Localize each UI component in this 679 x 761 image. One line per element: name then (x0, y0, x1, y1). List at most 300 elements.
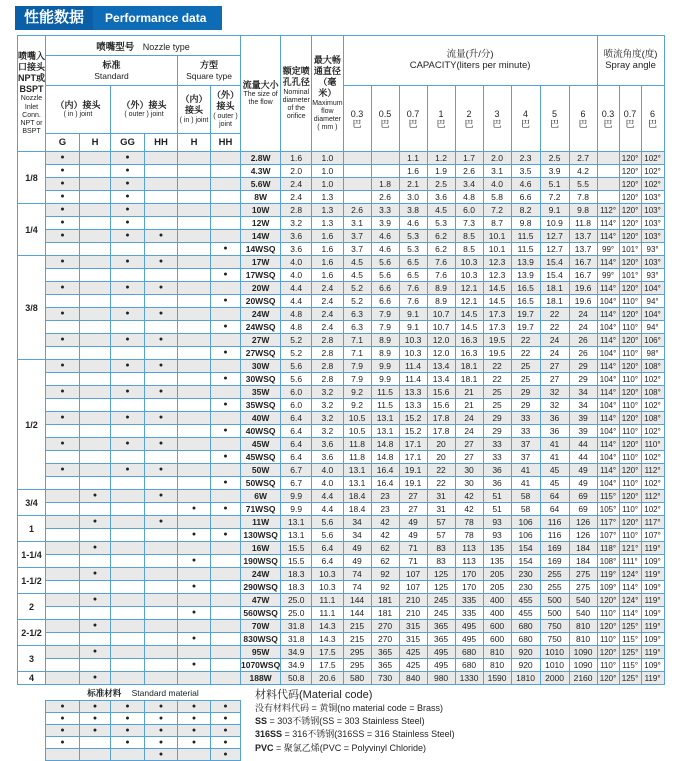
capacity-cell: 10.7 (427, 308, 455, 321)
material-dot-cell: ● (211, 749, 241, 761)
capacity-cell: 34 (569, 386, 597, 399)
table-row (18, 542, 665, 555)
legend-item-ss: SS = 303不锈钢(SS = 303 Stainless Steel) (255, 716, 425, 727)
capacity-cell: 17.1 (399, 438, 427, 451)
orifice-diameter-cell: 9.9 (281, 503, 312, 516)
empty-dot-cell (80, 581, 111, 594)
capacity-cell: 107 (399, 581, 427, 594)
empty-dot-cell (80, 360, 111, 373)
empty-dot-cell (211, 464, 241, 477)
capacity-cell: 3.8 (399, 204, 427, 217)
capacity-cell: 365 (427, 633, 455, 646)
capacity-cell: 20 (427, 438, 455, 451)
capacity-cell: 400 (483, 607, 511, 620)
empty-dot-cell (111, 425, 145, 438)
material-dot-cell: ● (46, 725, 80, 737)
capacity-cell: 13.7 (569, 243, 597, 256)
availability-dot-cell: ● (178, 607, 211, 620)
availability-dot-cell: ● (145, 308, 178, 321)
empty-dot-cell (80, 386, 111, 399)
empty-dot-cell (178, 477, 211, 490)
empty-dot-cell (178, 347, 211, 360)
capacity-cell: 83 (427, 555, 455, 568)
spray-angle-cell: 110° (597, 659, 619, 672)
empty-dot-cell (111, 477, 145, 490)
capacity-cell: 12.0 (427, 334, 455, 347)
capacity-cell: 275 (569, 568, 597, 581)
empty-dot-cell (178, 620, 211, 633)
pipe-size-cell: 1/4 (18, 204, 46, 256)
table-row (18, 269, 665, 282)
capacity-cell: 2.6 (371, 191, 399, 204)
capacity-cell: 11.5 (511, 243, 540, 256)
empty-dot-cell (46, 607, 80, 620)
empty-dot-cell (178, 152, 211, 165)
capacity-cell: 12.7 (540, 230, 569, 243)
empty-dot-cell (178, 425, 211, 438)
capacity-cell: 12.1 (455, 282, 483, 295)
capacity-cell: 14.5 (483, 295, 511, 308)
bar-unit: 巴 (625, 118, 635, 129)
empty-dot-cell (145, 178, 178, 191)
capacity-cell: 16.7 (569, 269, 597, 282)
capacity-cell: 1330 (455, 672, 483, 685)
empty-dot-cell (111, 607, 145, 620)
capacity-cell: 24 (540, 347, 569, 360)
capacity-cell: 41 (540, 438, 569, 451)
spray-angle-cell: 104° (597, 295, 619, 308)
availability-dot-cell: ● (46, 152, 80, 165)
capacity-cell: 33 (483, 451, 511, 464)
empty-dot-cell (80, 204, 111, 217)
availability-dot-cell: ● (211, 243, 241, 256)
max-diameter-cell: 11.1 (312, 607, 343, 620)
spray-angle-cell: 120° (597, 594, 619, 607)
material-dot-cell: ● (145, 713, 178, 725)
spray-angle-cell: 104° (597, 425, 619, 438)
capacity-cell: 154 (511, 542, 540, 555)
max-diameter-cell: 1.6 (312, 230, 343, 243)
empty-dot-cell (178, 451, 211, 464)
capacity-cell: 1.1 (399, 152, 427, 165)
capacity-cell (343, 178, 371, 191)
spray-angle-cell: 110° (597, 633, 619, 646)
capacity-cell: 495 (455, 633, 483, 646)
capacity-cell: 1810 (511, 672, 540, 685)
orifice-diameter-cell: 15.5 (281, 555, 312, 568)
availability-dot-cell: ● (80, 620, 111, 633)
max-diameter-cell: 2.4 (312, 308, 343, 321)
orifice-diameter-cell: 6.0 (281, 386, 312, 399)
capacity-cell: 10.3 (455, 269, 483, 282)
capacity-cell: 425 (399, 646, 427, 659)
capacity-cell: 78 (455, 516, 483, 529)
capacity-cell: 12.1 (455, 295, 483, 308)
capacity-cell: 44 (569, 438, 597, 451)
capacity-cell: 5.3 (399, 243, 427, 256)
max-diameter-cell: 20.6 (312, 672, 343, 685)
availability-dot-cell: ● (111, 217, 145, 230)
spray-angle-cell: 102° (641, 399, 664, 412)
spray-angle-cell: 120° (619, 308, 641, 321)
orifice-diameter-cell: 25.0 (281, 594, 312, 607)
max-diameter-cell: 3.6 (312, 438, 343, 451)
bar-unit: 巴 (578, 118, 588, 129)
capacity-pressure-header (511, 86, 540, 152)
spray-angle-cell: 114° (619, 607, 641, 620)
material-dot-cell: ● (178, 701, 211, 713)
availability-dot-cell: ● (211, 477, 241, 490)
capacity-cell: 6.2 (427, 243, 455, 256)
empty-dot-cell (46, 490, 80, 503)
capacity-cell: 22 (540, 308, 569, 321)
capacity-cell: 27 (399, 503, 427, 516)
availability-dot-cell: ● (80, 490, 111, 503)
table-row (18, 568, 665, 581)
standard-material-table (45, 687, 241, 761)
pressure-value: 4 (523, 108, 529, 119)
material-row (46, 737, 241, 749)
spray-angle-cell: 93° (641, 243, 664, 256)
capacity-cell: 810 (569, 633, 597, 646)
table-row (18, 438, 665, 451)
availability-dot-cell: ● (80, 672, 111, 685)
capacity-cell: 36 (483, 464, 511, 477)
table-row (18, 256, 665, 269)
empty-dot-cell (211, 490, 241, 503)
capacity-cell: 3.3 (371, 204, 399, 217)
availability-dot-cell: ● (145, 230, 178, 243)
spray-angle-cell: 120° (597, 620, 619, 633)
capacity-cell: 18.1 (540, 282, 569, 295)
orifice-diameter-cell: 4.4 (281, 282, 312, 295)
max-diameter-cell: 4.4 (312, 503, 343, 516)
model-cell: 4.3W (241, 165, 281, 178)
capacity-cell: 13.4 (427, 360, 455, 373)
empty-dot-cell (80, 607, 111, 620)
empty-dot-cell (80, 282, 111, 295)
material-dot-cell: ● (111, 725, 145, 737)
capacity-cell: 170 (455, 581, 483, 594)
capacity-cell: 24 (569, 308, 597, 321)
table-row (18, 581, 665, 594)
table-row (18, 243, 665, 256)
empty-dot-cell (211, 412, 241, 425)
capacity-cell: 4.8 (455, 191, 483, 204)
model-cell: 40W (241, 412, 281, 425)
capacity-cell: 680 (455, 659, 483, 672)
table-row (18, 399, 665, 412)
header-outer-joint: （外）接头 ( outer ) joint (111, 86, 178, 134)
capacity-cell (343, 191, 371, 204)
spray-angle-cell: 104° (597, 451, 619, 464)
capacity-cell: 16.4 (371, 477, 399, 490)
availability-dot-cell: ● (145, 282, 178, 295)
empty-dot-cell (178, 269, 211, 282)
capacity-pressure-header (427, 86, 455, 152)
spray-angle-cell: 120° (619, 360, 641, 373)
empty-dot-cell (111, 568, 145, 581)
spray-angle-cell: 119° (641, 672, 664, 685)
empty-dot-cell (211, 191, 241, 204)
column-letter: HH (145, 134, 178, 152)
availability-dot-cell: ● (145, 464, 178, 477)
empty-dot-cell (178, 672, 211, 685)
capacity-cell: 7.6 (399, 295, 427, 308)
spray-angle-cell: 106° (641, 334, 664, 347)
empty-dot-cell (111, 399, 145, 412)
table-row (18, 659, 665, 672)
empty-dot-cell (211, 360, 241, 373)
capacity-cell: 4.6 (371, 243, 399, 256)
capacity-cell: 1090 (569, 659, 597, 672)
capacity-cell: 116 (540, 516, 569, 529)
spray-angle-cell: 124° (619, 568, 641, 581)
header-flow-size: 流量大小 The size of the flow (241, 36, 281, 152)
capacity-cell: 750 (540, 620, 569, 633)
spray-angle-cell: 119° (641, 646, 664, 659)
pressure-value: 0.3 (601, 108, 615, 119)
spray-angle-cell: 93° (641, 269, 664, 282)
table-row (18, 308, 665, 321)
spray-angle-cell: 110° (619, 451, 641, 464)
capacity-cell: 42 (371, 529, 399, 542)
capacity-cell: 22 (427, 477, 455, 490)
spray-angle-cell: 120° (619, 386, 641, 399)
spray-angle-cell: 115° (597, 490, 619, 503)
empty-dot-cell (111, 516, 145, 529)
spray-angle-cell: 109° (641, 659, 664, 672)
max-diameter-cell: 1.6 (312, 243, 343, 256)
capacity-cell: 42 (371, 516, 399, 529)
capacity-cell: 116 (540, 529, 569, 542)
empty-dot-cell (145, 425, 178, 438)
capacity-cell: 25 (511, 360, 540, 373)
material-dot-cell: ● (145, 725, 178, 737)
availability-dot-cell: ● (178, 503, 211, 516)
spray-angle-cell: 114° (597, 360, 619, 373)
capacity-cell: 7.2 (483, 204, 511, 217)
spray-angle-cell: 120° (619, 152, 641, 165)
header-inlet-zh: 喷嘴入口接头NPT或BSPT (18, 51, 46, 94)
capacity-cell: 39 (569, 412, 597, 425)
spray-angle-cell: 101° (619, 269, 641, 282)
spray-angle-cell: 121° (619, 542, 641, 555)
capacity-cell: 8.2 (511, 204, 540, 217)
table-row (18, 347, 665, 360)
capacity-cell: 3.0 (399, 191, 427, 204)
availability-dot-cell: ● (111, 412, 145, 425)
spray-angle-cell: 99° (597, 243, 619, 256)
spray-angle-cell: 120° (619, 516, 641, 529)
empty-dot-cell (111, 672, 145, 685)
table-row (18, 516, 665, 529)
capacity-cell: 10.3 (455, 256, 483, 269)
capacity-cell: 2.5 (540, 152, 569, 165)
capacity-cell: 31 (427, 503, 455, 516)
material-dot-cell: ● (178, 725, 211, 737)
capacity-cell: 10.3 (399, 347, 427, 360)
spray-angle-cell: 102° (641, 165, 664, 178)
empty-dot-cell (80, 659, 111, 672)
table-row (18, 607, 665, 620)
spray-angle-cell: 110° (619, 477, 641, 490)
capacity-cell: 184 (569, 542, 597, 555)
table-row (18, 191, 665, 204)
table-row (18, 672, 665, 685)
capacity-cell: 42 (455, 503, 483, 516)
material-dot-cell: ● (211, 725, 241, 737)
bar-unit: 巴 (492, 118, 502, 129)
capacity-pressure-header (483, 86, 511, 152)
capacity-cell: 10.1 (483, 230, 511, 243)
pipe-size-cell: 3 (18, 646, 46, 672)
empty-dot-cell (80, 737, 111, 749)
capacity-cell: 14.8 (371, 438, 399, 451)
capacity-cell: 92 (371, 568, 399, 581)
capacity-cell: 106 (511, 516, 540, 529)
page-title (15, 6, 222, 30)
table-row (18, 555, 665, 568)
model-cell: 830WSQ (241, 633, 281, 646)
empty-dot-cell (178, 399, 211, 412)
capacity-cell: 680 (455, 646, 483, 659)
orifice-diameter-cell: 9.9 (281, 490, 312, 503)
capacity-pressure-header (540, 86, 569, 152)
max-diameter-cell: 2.8 (312, 334, 343, 347)
table-row (18, 386, 665, 399)
max-diameter-cell: 1.3 (312, 204, 343, 217)
capacity-cell: 31 (427, 490, 455, 503)
materials-footer (17, 687, 679, 761)
table-row (18, 334, 665, 347)
spray-angle-cell: 102° (641, 178, 664, 191)
capacity-cell: 12.3 (483, 269, 511, 282)
material-dot-cell: ● (111, 713, 145, 725)
capacity-cell: 12.7 (540, 243, 569, 256)
capacity-cell: 730 (371, 672, 399, 685)
header-inlet-en: Nozzle Inlet Conn. NPT or BSPT (20, 95, 43, 135)
spray-angle-cell (597, 178, 619, 191)
spray-angle-cell: 115° (619, 633, 641, 646)
empty-dot-cell (145, 373, 178, 386)
orifice-diameter-cell: 3.2 (281, 217, 312, 230)
max-diameter-cell: 2.8 (312, 347, 343, 360)
empty-dot-cell (178, 568, 211, 581)
availability-dot-cell: ● (111, 165, 145, 178)
spray-angle-cell: 102° (641, 425, 664, 438)
spray-angle-cell: 108° (641, 360, 664, 373)
material-dot-cell: ● (46, 701, 80, 713)
capacity-cell: 20 (427, 451, 455, 464)
empty-dot-cell (46, 269, 80, 282)
model-cell: 70W (241, 620, 281, 633)
empty-dot-cell (80, 308, 111, 321)
capacity-cell: 295 (343, 646, 371, 659)
empty-dot-cell (178, 230, 211, 243)
empty-dot-cell (46, 581, 80, 594)
capacity-cell: 1090 (569, 646, 597, 659)
availability-dot-cell: ● (145, 516, 178, 529)
spray-angle-cell: 102° (641, 451, 664, 464)
empty-dot-cell (145, 542, 178, 555)
availability-dot-cell: ● (46, 256, 80, 269)
availability-dot-cell: ● (111, 256, 145, 269)
capacity-cell: 45 (540, 464, 569, 477)
availability-dot-cell: ● (211, 321, 241, 334)
capacity-cell: 5.3 (399, 230, 427, 243)
capacity-cell: 205 (483, 568, 511, 581)
empty-dot-cell (80, 178, 111, 191)
capacity-cell: 1.2 (427, 152, 455, 165)
spray-angle-cell: 112° (641, 464, 664, 477)
spray-angle-cell: 109° (641, 607, 664, 620)
capacity-cell: 3.9 (540, 165, 569, 178)
orifice-diameter-cell: 4.0 (281, 256, 312, 269)
material-row (46, 749, 241, 761)
capacity-cell: 25 (483, 386, 511, 399)
capacity-cell: 24 (455, 425, 483, 438)
availability-dot-cell: ● (46, 438, 80, 451)
capacity-cell: 245 (427, 594, 455, 607)
capacity-cell: 245 (427, 607, 455, 620)
capacity-cell: 49 (399, 529, 427, 542)
capacity-cell: 7.8 (569, 191, 597, 204)
empty-dot-cell (46, 555, 80, 568)
header-square-type: 方型 Square type (178, 56, 241, 86)
header-capacity: 流量(升/分) CAPACITY(liters per minute) (343, 36, 597, 86)
empty-dot-cell (80, 412, 111, 425)
capacity-cell: 9.9 (371, 360, 399, 373)
bar-unit: 巴 (380, 118, 390, 129)
spray-angle-cell: 120° (619, 230, 641, 243)
max-diameter-cell: 10.3 (312, 568, 343, 581)
model-cell: 71WSQ (241, 503, 281, 516)
pressure-value: 0.7 (406, 108, 420, 119)
model-cell: 45W (241, 438, 281, 451)
capacity-cell: 10.3 (399, 334, 427, 347)
max-diameter-cell: 2.8 (312, 360, 343, 373)
model-cell: 10W (241, 204, 281, 217)
spray-angle-cell: 114° (619, 581, 641, 594)
capacity-cell: 9.1 (399, 308, 427, 321)
orifice-diameter-cell: 3.6 (281, 230, 312, 243)
table-row (18, 204, 665, 217)
capacity-cell: 51 (483, 503, 511, 516)
capacity-cell: 1.6 (399, 165, 427, 178)
empty-dot-cell (80, 555, 111, 568)
model-cell: 12W (241, 217, 281, 230)
empty-dot-cell (80, 347, 111, 360)
spray-angle-cell: 120° (619, 204, 641, 217)
empty-dot-cell (80, 191, 111, 204)
capacity-cell: 600 (483, 633, 511, 646)
table-row (18, 321, 665, 334)
capacity-cell: 9.2 (343, 399, 371, 412)
capacity-cell: 27 (540, 373, 569, 386)
orifice-diameter-cell: 34.9 (281, 646, 312, 659)
capacity-cell: 14.8 (371, 451, 399, 464)
capacity-cell: 2.7 (569, 152, 597, 165)
capacity-cell: 22 (511, 347, 540, 360)
capacity-cell: 580 (343, 672, 371, 685)
empty-dot-cell (178, 749, 211, 761)
capacity-cell: 24 (569, 321, 597, 334)
availability-dot-cell: ● (178, 659, 211, 672)
spray-angle-cell: 120° (619, 217, 641, 230)
empty-dot-cell (111, 503, 145, 516)
empty-dot-cell (211, 607, 241, 620)
